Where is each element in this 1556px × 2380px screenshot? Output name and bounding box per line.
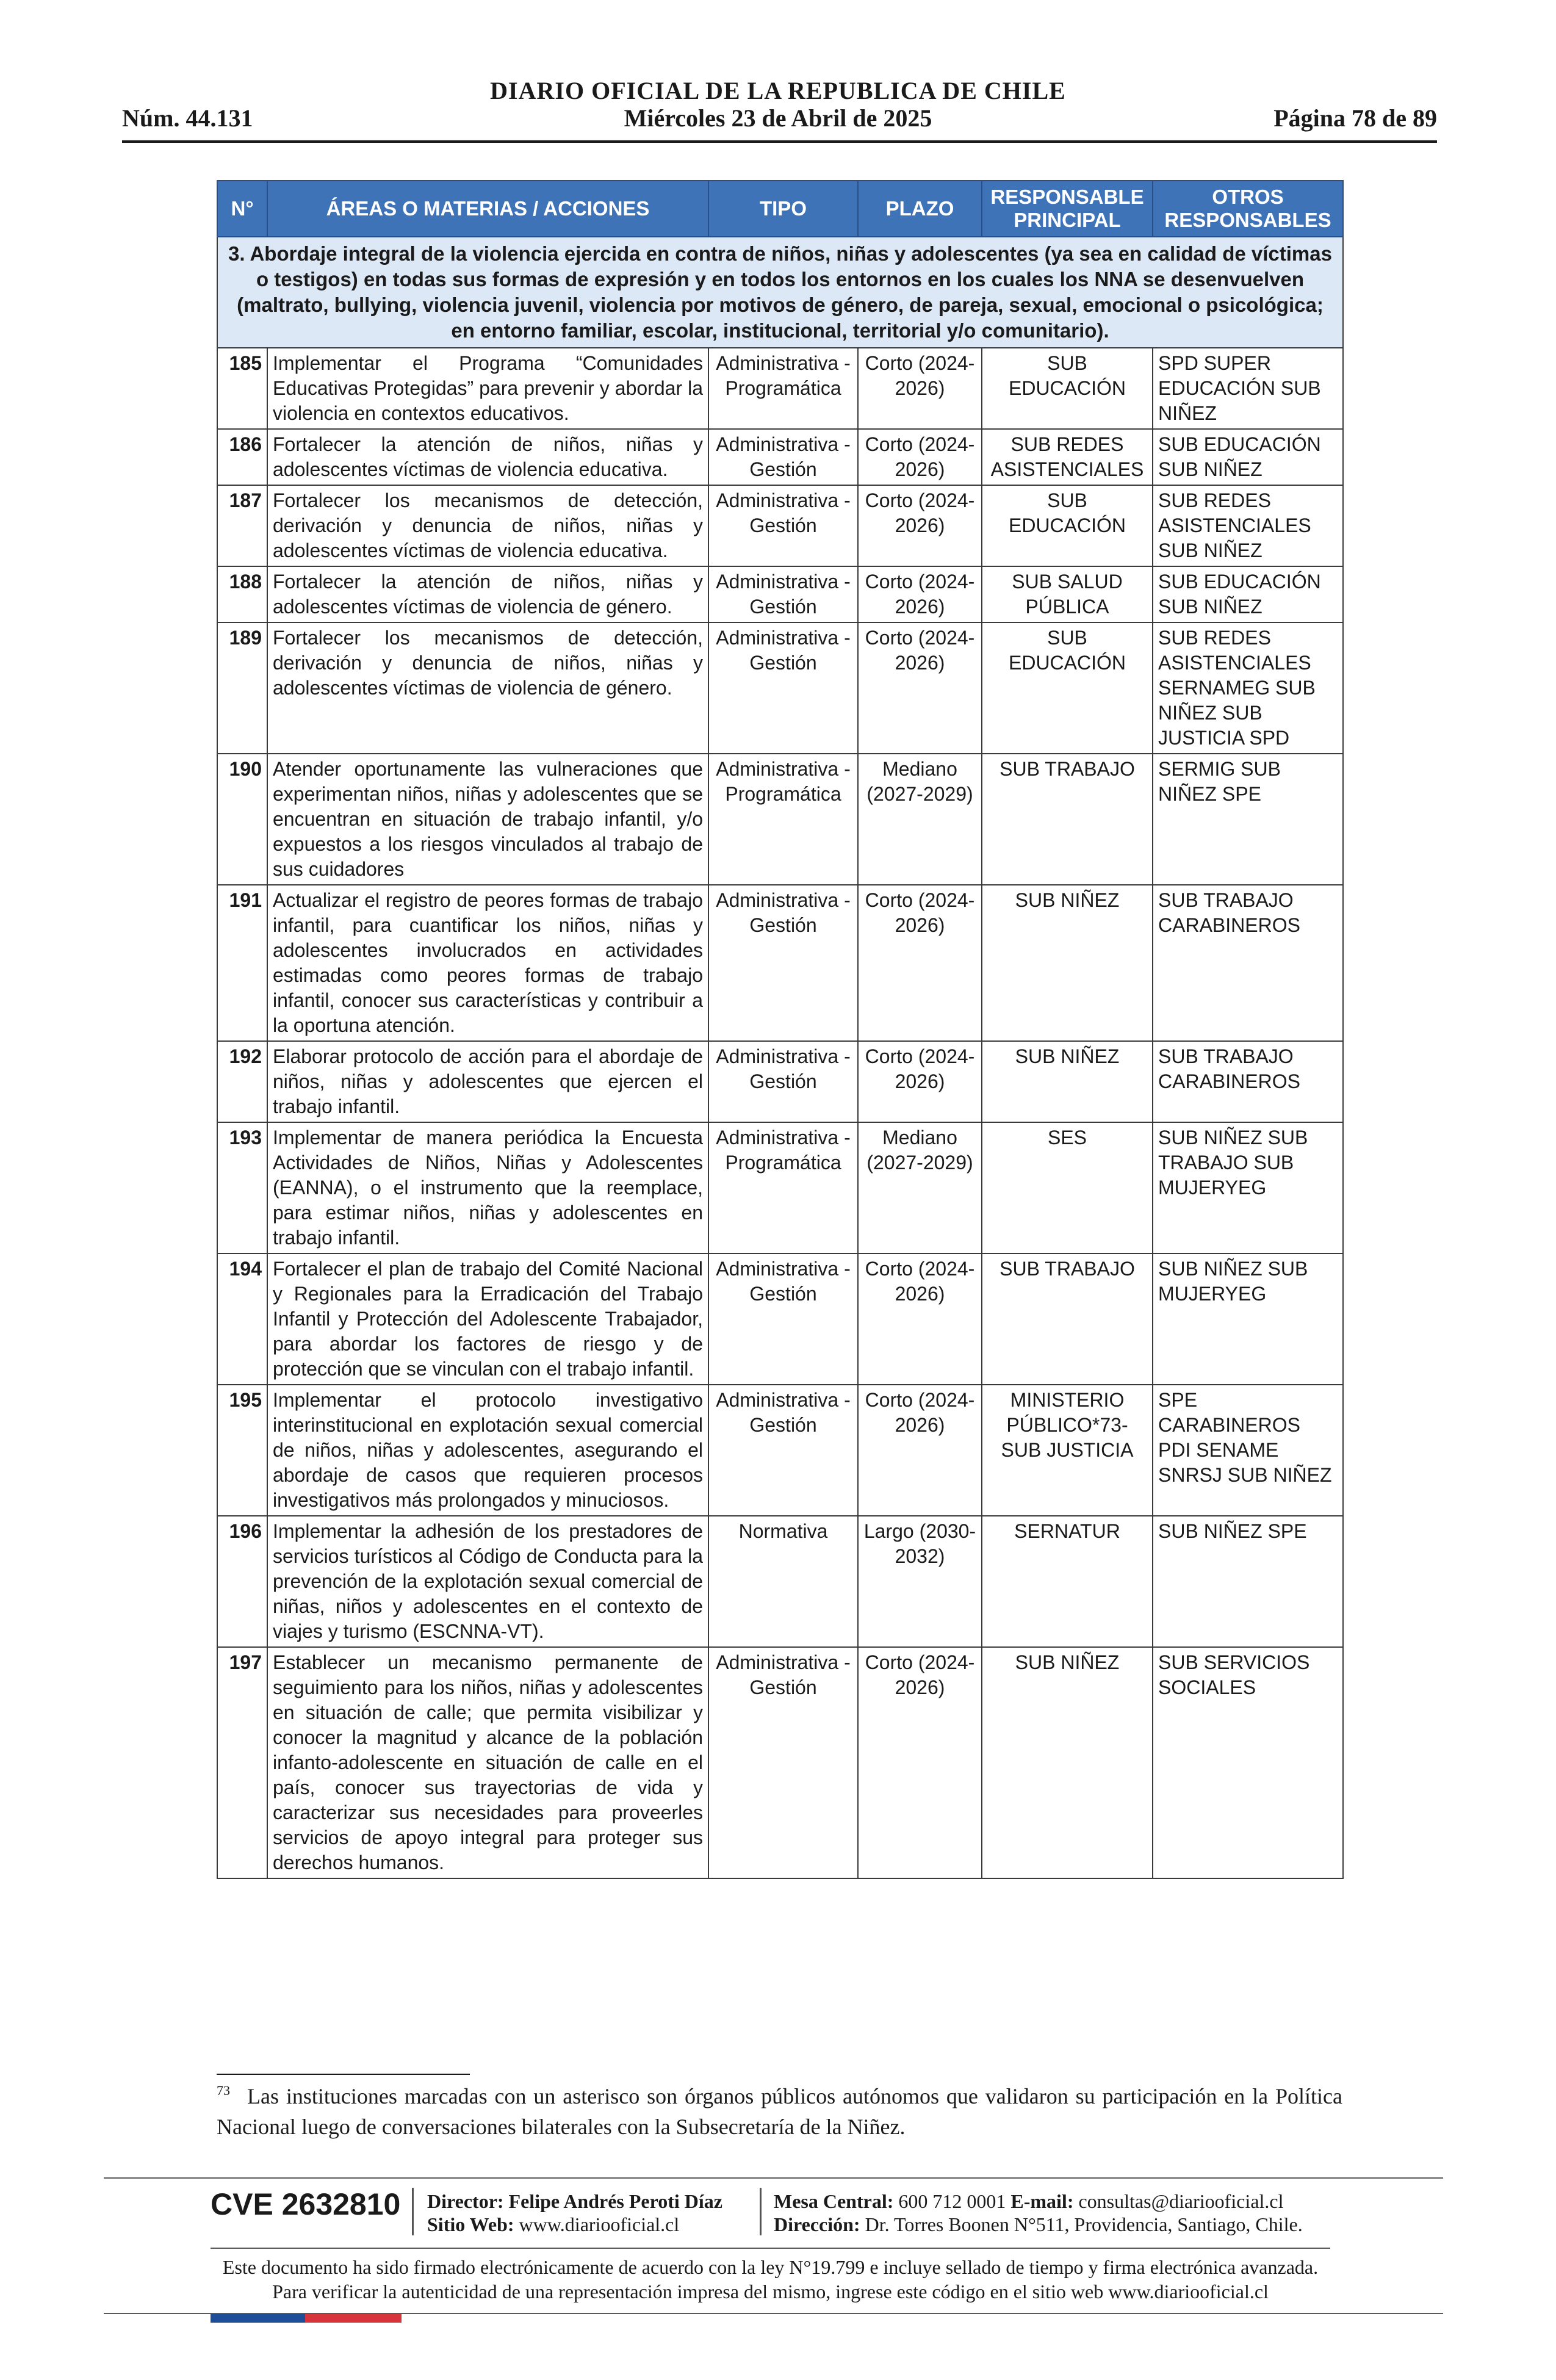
table-header-row <box>217 181 1343 237</box>
footnote-number: 73 <box>217 2083 230 2098</box>
row-action: Atender oportunamente las vulneraciones que experimentan niños, niñas y adolescentes que se encuentran en situación de trabajo infantil, y/o expuestos a los riesgos vinculados al trabajo de sus cuidadores <box>267 754 708 885</box>
address-label: Dirección: <box>774 2213 860 2235</box>
row-responsable: SUB SALUD PÚBLICA <box>982 566 1153 622</box>
site-label: Sitio Web: <box>427 2213 514 2235</box>
row-responsable: SUB EDUCACIÓN <box>982 622 1153 754</box>
row-responsable: SUB NIÑEZ <box>982 885 1153 1041</box>
phone-label: Mesa Central: <box>774 2190 894 2212</box>
row-responsable: SUB REDES ASISTENCIALES <box>982 429 1153 485</box>
row-number: 186 <box>217 429 267 485</box>
director-name: Felipe Andrés Peroti Díaz <box>508 2190 722 2212</box>
footnote-divider <box>217 2074 470 2075</box>
row-plazo: Corto (2024-2026) <box>858 885 982 1041</box>
phone-number: 600 712 0001 <box>898 2190 1006 2212</box>
row-action: Fortalecer los mecanismos de detección, derivación y denuncia de niños, niñas y adolescentes víctimas de violencia de género. <box>267 622 708 754</box>
row-action: Establecer un mecanismo permanente de seguimiento para los niños, niñas y adolescentes en situación de calle; que permita visibilizar y conocer la magnitud y alcance de la población infanto-adolescente en situación de calle en el país, conocer sus trayectorias de vida y caracterizar sus necesidades para proveerles servicios de apoyo integral para proteger sus derechos humanos. <box>267 1647 708 1878</box>
row-otros: SUB REDES ASISTENCIALES SERNAMEG SUB NIÑEZ SUB JUSTICIA SPD <box>1153 622 1343 754</box>
row-tipo: Administrativa - Gestión <box>708 885 858 1041</box>
row-responsable: SUB TRABAJO <box>982 754 1153 885</box>
address-text: Dr. Torres Boonen N°511, Providencia, Santiago, Chile. <box>865 2213 1303 2235</box>
row-number: 190 <box>217 754 267 885</box>
row-action: Implementar de manera periódica la Encuesta Actividades de Niños, Niñas y Adolescentes (EANNA), o el instrumento que la reemplace, para estimar niños, niñas y adolescentes en trabajo infantil. <box>267 1122 708 1253</box>
row-tipo: Administrativa - Programática <box>708 348 858 429</box>
table-row <box>217 1647 1343 1878</box>
table-row <box>217 1253 1343 1385</box>
row-otros: SUB NIÑEZ SUB MUJERYEG <box>1153 1253 1343 1385</box>
row-tipo: Administrativa - Gestión <box>708 485 858 566</box>
row-plazo: Corto (2024-2026) <box>858 1253 982 1385</box>
row-responsable: SUB TRABAJO <box>982 1253 1153 1385</box>
footer-separator <box>412 2188 414 2235</box>
row-otros: SERMIG SUB NIÑEZ SPE <box>1153 754 1343 885</box>
row-responsable: MINISTERIO PÚBLICO*73- SUB JUSTICIA <box>982 1385 1153 1516</box>
row-responsable: SUB NIÑEZ <box>982 1647 1153 1878</box>
row-tipo: Administrativa - Gestión <box>708 1647 858 1878</box>
row-action: Elaborar protocolo de acción para el abordaje de niños, niñas y adolescentes que ejercen el trabajo infantil. <box>267 1041 708 1122</box>
cve-code: CVE 2632810 <box>211 2187 401 2221</box>
issue-date: Miércoles 23 de Abril de 2025 <box>624 104 932 132</box>
flag-stripe-blue <box>211 2314 305 2323</box>
row-tipo: Normativa <box>708 1516 858 1647</box>
row-otros: SUB EDUCACIÓN SUB NIÑEZ <box>1153 566 1343 622</box>
row-plazo: Mediano (2027-2029) <box>858 1122 982 1253</box>
row-number: 196 <box>217 1516 267 1647</box>
actions-table <box>217 180 1344 1879</box>
section-row <box>217 237 1343 348</box>
row-otros: SUB REDES ASISTENCIALES SUB NIÑEZ <box>1153 485 1343 566</box>
col-header-number: N° <box>217 181 267 237</box>
row-tipo: Administrativa - Gestión <box>708 1041 858 1122</box>
row-otros: SUB EDUCACIÓN SUB NIÑEZ <box>1153 429 1343 485</box>
row-plazo: Corto (2024-2026) <box>858 429 982 485</box>
row-otros: SUB NIÑEZ SPE <box>1153 1516 1343 1647</box>
row-tipo: Administrativa - Gestión <box>708 429 858 485</box>
row-responsable: SES <box>982 1122 1153 1253</box>
table-row <box>217 1122 1343 1253</box>
row-number: 193 <box>217 1122 267 1253</box>
table-row <box>217 1516 1343 1647</box>
row-otros: SPD SUPER EDUCACIÓN SUB NIÑEZ <box>1153 348 1343 429</box>
row-plazo: Corto (2024-2026) <box>858 566 982 622</box>
row-number: 191 <box>217 885 267 1041</box>
section-title: 3. Abordaje integral de la violencia ejercida en contra de niños, niñas y adolescentes (ya sea en calidad de víctimas o testigos) en todas sus formas de expresión y en todos los entornos en los cuales los NNA se desenvuelven (maltrato, bullying, violencia juvenil, violencia por motivos de género, de pareja, sexual, emocional o psicológica; en entorno familiar, escolar, institucional, territorial y/o comunitario). <box>217 237 1343 348</box>
row-action: Implementar el Programa “Comunidades Educativas Protegidas” para prevenir y abordar la violencia en contextos educativos. <box>267 348 708 429</box>
header-divider <box>122 140 1437 143</box>
footnote <box>217 2081 1342 2142</box>
col-header-tipo: TIPO <box>708 181 858 237</box>
table-row <box>217 429 1343 485</box>
col-header-plazo: PLAZO <box>858 181 982 237</box>
row-number: 187 <box>217 485 267 566</box>
row-number: 189 <box>217 622 267 754</box>
row-action: Fortalecer los mecanismos de detección, derivación y denuncia de niños, niñas y adolescentes víctimas de violencia educativa. <box>267 485 708 566</box>
signature-note: Este documento ha sido firmado electrónicamente de acuerdo con la ley N°19.799 e incluye sellado de tiempo y firma electrónica avanzada. Para verificar la autenticidad de una representación impresa del mismo, ingrese este código en el sitio web www.diariooficial.cl <box>222 2256 1319 2302</box>
row-action: Actualizar el registro de peores formas de trabajo infantil, para cuantificar los niños, niñas y adolescentes involucrados en actividades estimadas como peores formas de trabajo infantil, conocer sus características y contribuir a la oportuna atención. <box>267 885 708 1041</box>
row-number: 188 <box>217 566 267 622</box>
email-link[interactable]: consultas@diariooficial.cl <box>1078 2190 1284 2212</box>
row-plazo: Mediano (2027-2029) <box>858 754 982 885</box>
col-header-areas: ÁREAS O MATERIAS / ACCIONES <box>267 181 708 237</box>
row-number: 197 <box>217 1647 267 1878</box>
col-header-otros: OTROS RESPONSABLES <box>1153 181 1343 237</box>
table-row <box>217 1385 1343 1516</box>
row-otros: SPE CARABINEROS PDI SENAME SNRSJ SUB NIÑEZ <box>1153 1385 1343 1516</box>
table-row <box>217 566 1343 622</box>
row-tipo: Administrativa - Gestión <box>708 622 858 754</box>
email-label: E-mail: <box>1010 2190 1074 2212</box>
row-plazo: Corto (2024-2026) <box>858 1647 982 1878</box>
row-tipo: Administrativa - Gestión <box>708 566 858 622</box>
row-tipo: Administrativa - Programática <box>708 754 858 885</box>
row-responsable: SUB EDUCACIÓN <box>982 348 1153 429</box>
row-otros: SUB SERVICIOS SOCIALES <box>1153 1647 1343 1878</box>
row-action: Implementar el protocolo investigativo interinstitucional en explotación sexual comercial de niños, niñas y adolescentes, asegurando el abordaje de casos que requieren procesos investigativos más prolongados y minuciosos. <box>267 1385 708 1516</box>
row-plazo: Largo (2030-2032) <box>858 1516 982 1647</box>
row-plazo: Corto (2024-2026) <box>858 622 982 754</box>
row-number: 194 <box>217 1253 267 1385</box>
site-link[interactable]: www.diariooficial.cl <box>519 2213 680 2235</box>
row-plazo: Corto (2024-2026) <box>858 1041 982 1122</box>
row-number: 195 <box>217 1385 267 1516</box>
row-action: Implementar la adhesión de los prestadores de servicios turísticos al Código de Conducta para la prevención de la explotación sexual comercial de niñas, niños y adolescentes en el contexto de viajes y turismo (ESCNNA-VT). <box>267 1516 708 1647</box>
table-row <box>217 348 1343 429</box>
footer-separator <box>760 2188 762 2235</box>
row-number: 185 <box>217 348 267 429</box>
footnote-text: Las instituciones marcadas con un asterisco son órganos públicos autónomos que validaron su participación en la Política Nacional luego de conversaciones bilaterales con la Subsecretaría de la Niñez. <box>217 2084 1342 2139</box>
table-row <box>217 1041 1343 1122</box>
row-action: Fortalecer la atención de niños, niñas y adolescentes víctimas de violencia educativa. <box>267 429 708 485</box>
flag-stripe-red <box>305 2314 402 2323</box>
row-plazo: Corto (2024-2026) <box>858 485 982 566</box>
row-responsable: SUB EDUCACIÓN <box>982 485 1153 566</box>
issue-number: Núm. 44.131 <box>122 104 253 132</box>
row-plazo: Corto (2024-2026) <box>858 1385 982 1516</box>
row-otros: SUB NIÑEZ SUB TRABAJO SUB MUJERYEG <box>1153 1122 1343 1253</box>
row-tipo: Administrativa - Gestión <box>708 1385 858 1516</box>
row-responsable: SUB NIÑEZ <box>982 1041 1153 1122</box>
table-row <box>217 754 1343 885</box>
row-otros: SUB TRABAJO CARABINEROS <box>1153 1041 1343 1122</box>
row-action: Fortalecer el plan de trabajo del Comité Nacional y Regionales para la Erradicación del Trabajo Infantil y Protección del Adolescente Trabajador, para abordar los factores de riesgo y de protección que se vinculan con el trabajo infantil. <box>267 1253 708 1385</box>
page-number: Página 78 de 89 <box>1273 104 1437 132</box>
footer-director-block <box>427 2190 722 2236</box>
row-tipo: Administrativa - Programática <box>708 1122 858 1253</box>
row-action: Fortalecer la atención de niños, niñas y adolescentes víctimas de violencia de género. <box>267 566 708 622</box>
row-tipo: Administrativa - Gestión <box>708 1253 858 1385</box>
row-plazo: Corto (2024-2026) <box>858 348 982 429</box>
footer-divider-top <box>104 2177 1443 2179</box>
table-row <box>217 622 1343 754</box>
row-responsable: SERNATUR <box>982 1516 1153 1647</box>
col-header-responsable: RESPONSABLE PRINCIPAL <box>982 181 1153 237</box>
row-number: 192 <box>217 1041 267 1122</box>
footer-divider-middle <box>211 2248 1330 2249</box>
table-row <box>217 485 1343 566</box>
director-label: Director: <box>427 2190 504 2212</box>
row-otros: SUB TRABAJO CARABINEROS <box>1153 885 1343 1041</box>
table-row <box>217 885 1343 1041</box>
newspaper-title: DIARIO OFICIAL DE LA REPUBLICA DE CHILE <box>490 77 1066 104</box>
footer-contact-block <box>774 2190 1303 2236</box>
